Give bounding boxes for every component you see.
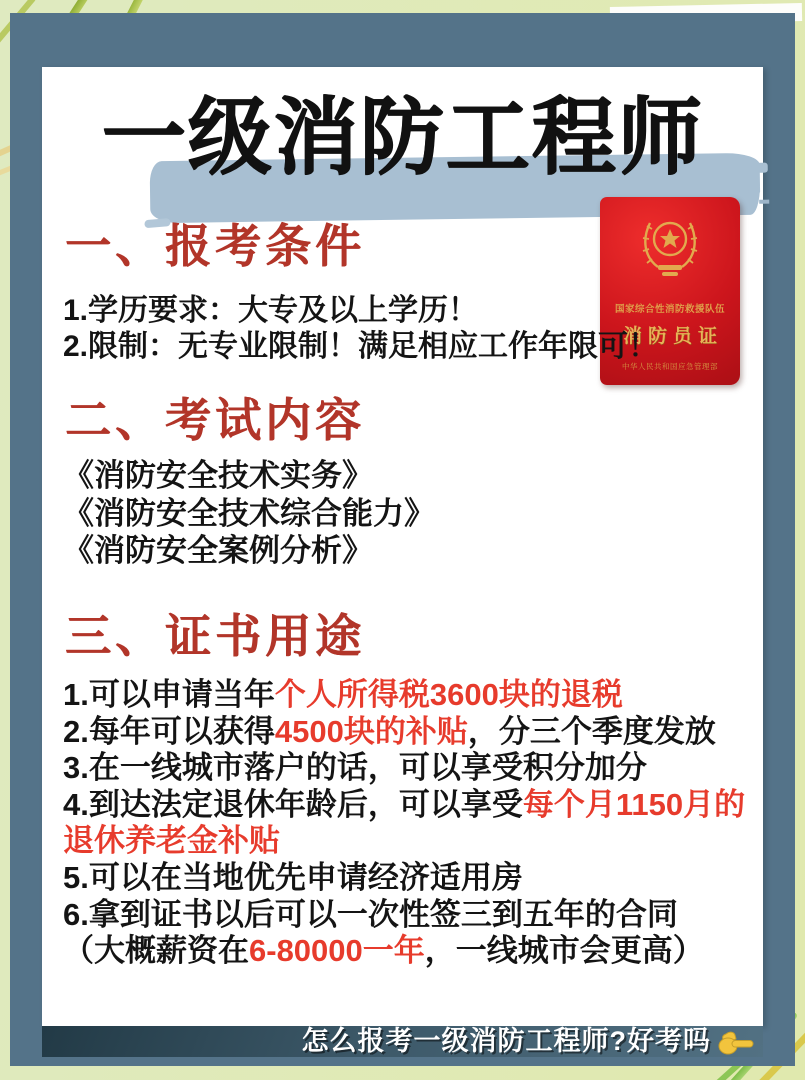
body-text: 5.可以在当地优先申请经济适用房 xyxy=(63,859,523,895)
text-line xyxy=(63,457,761,495)
text-line xyxy=(63,933,761,970)
body-text: ，一线城市会更高） xyxy=(424,933,704,969)
text-line xyxy=(63,750,761,787)
body-text: 2.每年可以获得 xyxy=(63,713,275,749)
highlighted-text: 每个月1150月的退休养老金补贴 xyxy=(63,786,746,859)
highlighted-text: 个人所得税3600块的退税 xyxy=(274,677,623,712)
body-text: 6.拿到证书以后可以一次性签三到五年的合同 xyxy=(63,896,678,932)
text-line xyxy=(63,860,761,897)
page-title: 一级消防工程师 xyxy=(101,90,704,184)
highlighted-text: 4500块的补贴 xyxy=(274,713,468,749)
text-line xyxy=(63,677,761,714)
body-text: 3.在一线城市落户的话，可以享受积分加分 xyxy=(63,750,647,786)
section-heading-exam-content: 二、考试内容 xyxy=(65,394,365,446)
body-text: ，分三个季度发放 xyxy=(467,713,716,749)
text-line xyxy=(63,714,761,751)
text-line xyxy=(63,495,761,533)
certificate-emblem-icon xyxy=(638,209,702,287)
text-line xyxy=(63,787,761,860)
body-text: 4.到达法定退休年龄后，可以享受 xyxy=(63,786,523,822)
footer-text: 怎么报考一级消防工程师?好考吗 xyxy=(301,1026,711,1056)
body-text: 《消防安全案例分析》 xyxy=(63,533,373,568)
pointing-right-hand-icon xyxy=(717,1030,755,1057)
body-text: 《消防安全技术实务》 xyxy=(63,458,373,493)
body-text: 1.可以申请当年 xyxy=(63,677,275,712)
body-text: （大概薪资在 xyxy=(63,933,249,969)
body-text: 1.学历要求：大专及以上学历！ xyxy=(63,294,479,327)
text-line xyxy=(63,329,761,365)
certificate-uses-lines xyxy=(63,677,761,970)
certificate-org-line: 国家综合性消防救援队伍 xyxy=(614,304,725,315)
section-heading-requirements: 一、报考条件 xyxy=(65,220,365,272)
section-heading-certificate-uses: 三、证书用途 xyxy=(65,610,365,662)
requirements-lines xyxy=(63,293,761,364)
body-text: 2.限制：无专业限制！满足相应工作年限可！ xyxy=(63,329,659,363)
exam-content-lines xyxy=(63,457,761,570)
body-text: 《消防安全技术综合能力》 xyxy=(63,495,435,531)
highlighted-text: 6-80000一年 xyxy=(249,933,425,969)
certificate-title: 消防员证 xyxy=(622,326,723,347)
certificate-issuer-line: 中华人民共和国应急管理部 xyxy=(622,362,718,371)
content-card xyxy=(42,67,763,1026)
text-line xyxy=(63,897,761,934)
footer-bar xyxy=(42,1026,763,1057)
text-line xyxy=(63,293,761,329)
text-line xyxy=(63,532,761,570)
